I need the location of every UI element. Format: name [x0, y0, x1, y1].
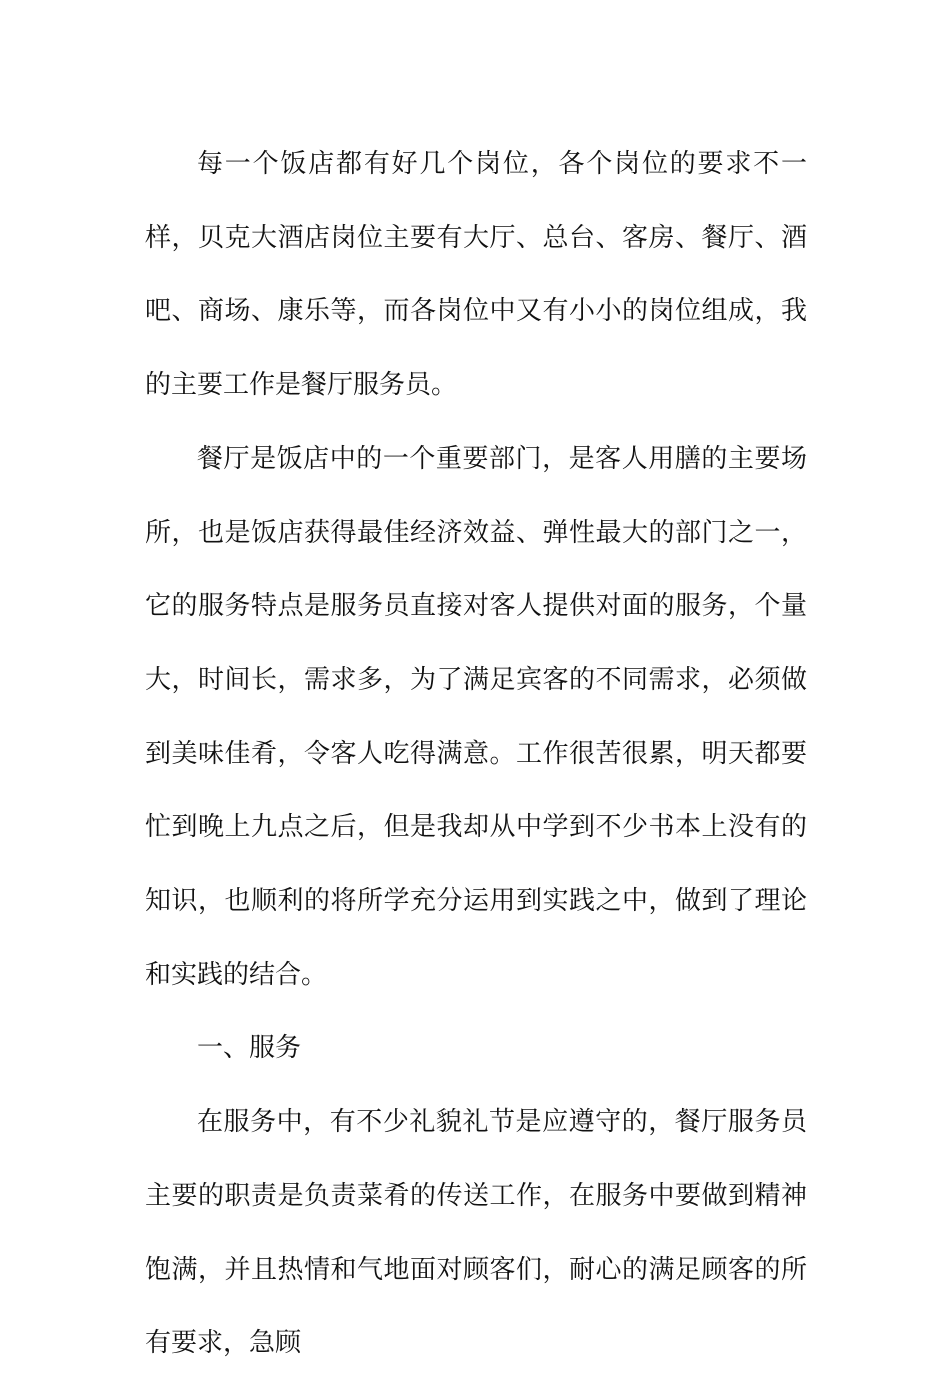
paragraph-service: 在服务中，有不少礼貌礼节是应遵守的，餐厅服务员主要的职责是负责菜肴的传送工作，在服务中要做到精神饱满，并且热情和气地面对顾客们，耐心的满足顾客的所有要求，急顾 — [145, 1107, 807, 1359]
section-heading-service: 一、服务 — [197, 1033, 302, 1064]
paragraph-restaurant: 餐厅是饭店中的一个重要部门，是客人用膳的主要场所，也是饭店获得最佳经济效益、弹性最大的部门之一，它的服务特点是服务员直接对客人提供对面的服务，个量大，时间长，需求多，为了满足宾客的不同需求，必须做到美味佳肴，令客人吃得满意。工作很苦很累，明天都要忙到晚上九点之后，但是我却从中学到不少书本上没有的知识，也顺利的将所学充分运用到实践之中，做到了理论和实践的结合。 — [145, 443, 807, 990]
document-body — [145, 128, 807, 1381]
paragraph-intro: 每一个饭店都有好几个岗位，各个岗位的要求不一样，贝克大酒店岗位主要有大厅、总台、客房、餐厅、酒吧、商场、康乐等，而各岗位中又有小小的岗位组成，我的主要工作是餐厅服务员。 — [145, 149, 807, 401]
